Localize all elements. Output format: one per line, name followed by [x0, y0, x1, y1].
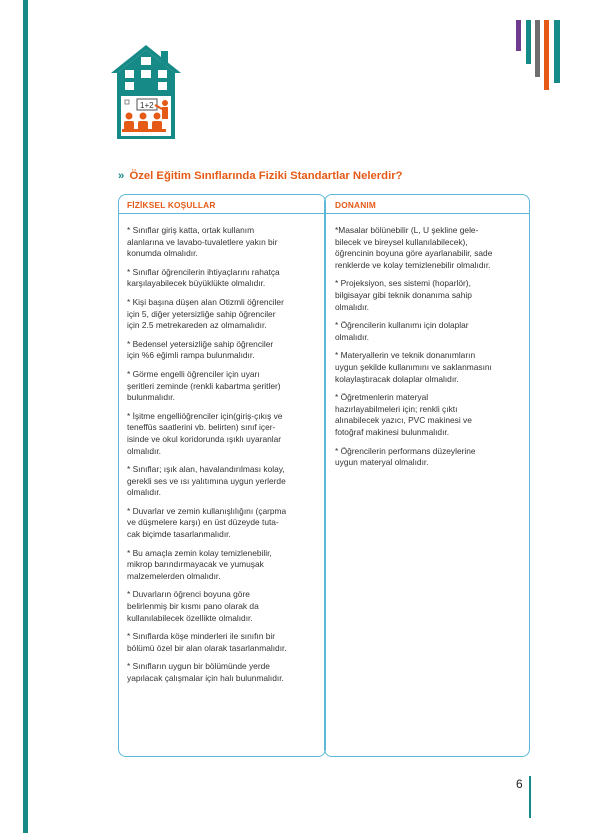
- list-item: * Görme engelli öğrenciler için uyarı şeritleri zeminde (renkli kabartma şeritler) bulunmalıdır.: [127, 368, 281, 403]
- list-item: * Sınıfların uygun bir bölümünde yerde yapılacak çalışmalar için halı bulunmalıdır.: [127, 661, 284, 683]
- list-item: * Sınıflar öğrencilerin ihtiyaçlarını rahatça karşılayabilecek büyüklükte olmalıdır.: [127, 266, 280, 289]
- left-edge-bar: [23, 0, 28, 833]
- list-item: * Projeksiyon, ses sistemi (hoparlör), bilgisayar gibi teknik donanıma sahip olmalıdır.: [335, 278, 472, 312]
- list-item: * Bu amaçla zemin kolay temizlenebilir, mikrop barındırmayacak ve yumuşak malzemelerden olmalıdır.: [127, 547, 272, 581]
- list-item: * Kişi başına düşen alan Otizmli öğrenciler için 5, diğer yetersizliğe sahip öğrenciler için 2.5 metrekareden az olmamalıdır.: [127, 296, 284, 331]
- equipment-header: DONANIM: [325, 195, 529, 214]
- page-number-bar: [529, 776, 531, 818]
- list-item: * Duvarlar ve zemin kullanışlılığını (çarpma ve düşmelere karşı) en üst düzeyde tuta- cak biçimde tasarlanmalıdır.: [127, 505, 287, 540]
- list-item: * Materyallerin ve teknik donanımların uygun şekilde kullanımını ve saklanmasını kolaylaştıracak dolaplar olmalıdır.: [335, 350, 492, 384]
- board-text: 1+2: [140, 101, 154, 110]
- list-item: * Sınıflar giriş katta, ortak kullanım alanlarına ve lavabo-tuvaletlere yakın bir konumda olmalıdır.: [127, 225, 278, 259]
- physical-conditions-header: FİZİKSEL KOŞULLAR: [119, 195, 325, 214]
- list-item: * Sınıflarda köşe minderleri ile sınıfın bir bölümü özel bir alan olarak tasarlanmalıdır.: [127, 631, 287, 653]
- list-item: * Bedensel yetersizliğe sahip öğrenciler için %6 eğimli rampa bulunmalıdır.: [127, 338, 274, 361]
- list-item: * Duvarların öğrenci boyuna göre belirlenmiş bir kısmı pano olarak da kullanılabilecek özellikte olmalıdır.: [127, 589, 259, 623]
- equipment-list: [325, 214, 529, 469]
- school-classroom-icon: [107, 43, 185, 141]
- section-heading: [118, 170, 538, 182]
- list-item: * Öğrencilerin performans düzeylerine uygun materyal olmalıdır.: [335, 445, 476, 468]
- page-number: 6: [516, 777, 523, 791]
- list-item: * Öğretmenlerin materyal hazırlayabilmeleri için; renkli çıktı alınabilecek yazıcı, PVC makinesi ve fotoğraf makinesi bulunmalıdır.: [335, 392, 472, 437]
- chevron-right-icon: »: [118, 170, 124, 182]
- equipment-column: [324, 194, 530, 757]
- section-heading-text: Özel Eğitim Sınıflarında Fiziki Standartlar Nelerdir?: [129, 170, 403, 182]
- list-item: * Öğrencilerin kullanımı için dolaplar olmalıdır.: [335, 320, 469, 342]
- list-item: *Masalar bölünebilir (L, U şekline gele- bilecek ve bireysel kullanılabilecek), öğrencinin boyuna göre ayarlanabilir, sade renklerde ve kolay temizlenebilir olmalıdır.: [335, 225, 493, 270]
- list-item: * Sınıflar; ışık alan, havalandırılması kolay, gerekli ses ve ısı yalıtımına uygun yerlerde olmalıdır.: [127, 464, 286, 498]
- physical-conditions-column: [118, 194, 326, 757]
- list-item: * İşitme engelliöğrenciler için(giriş-çıkış ve teneffüs saatlerini vb. belirten) sınıf içer- isinde ve okul koridorunda ışıklı uyaranlar olmalıdır.: [127, 410, 283, 456]
- physical-conditions-list: [119, 214, 325, 685]
